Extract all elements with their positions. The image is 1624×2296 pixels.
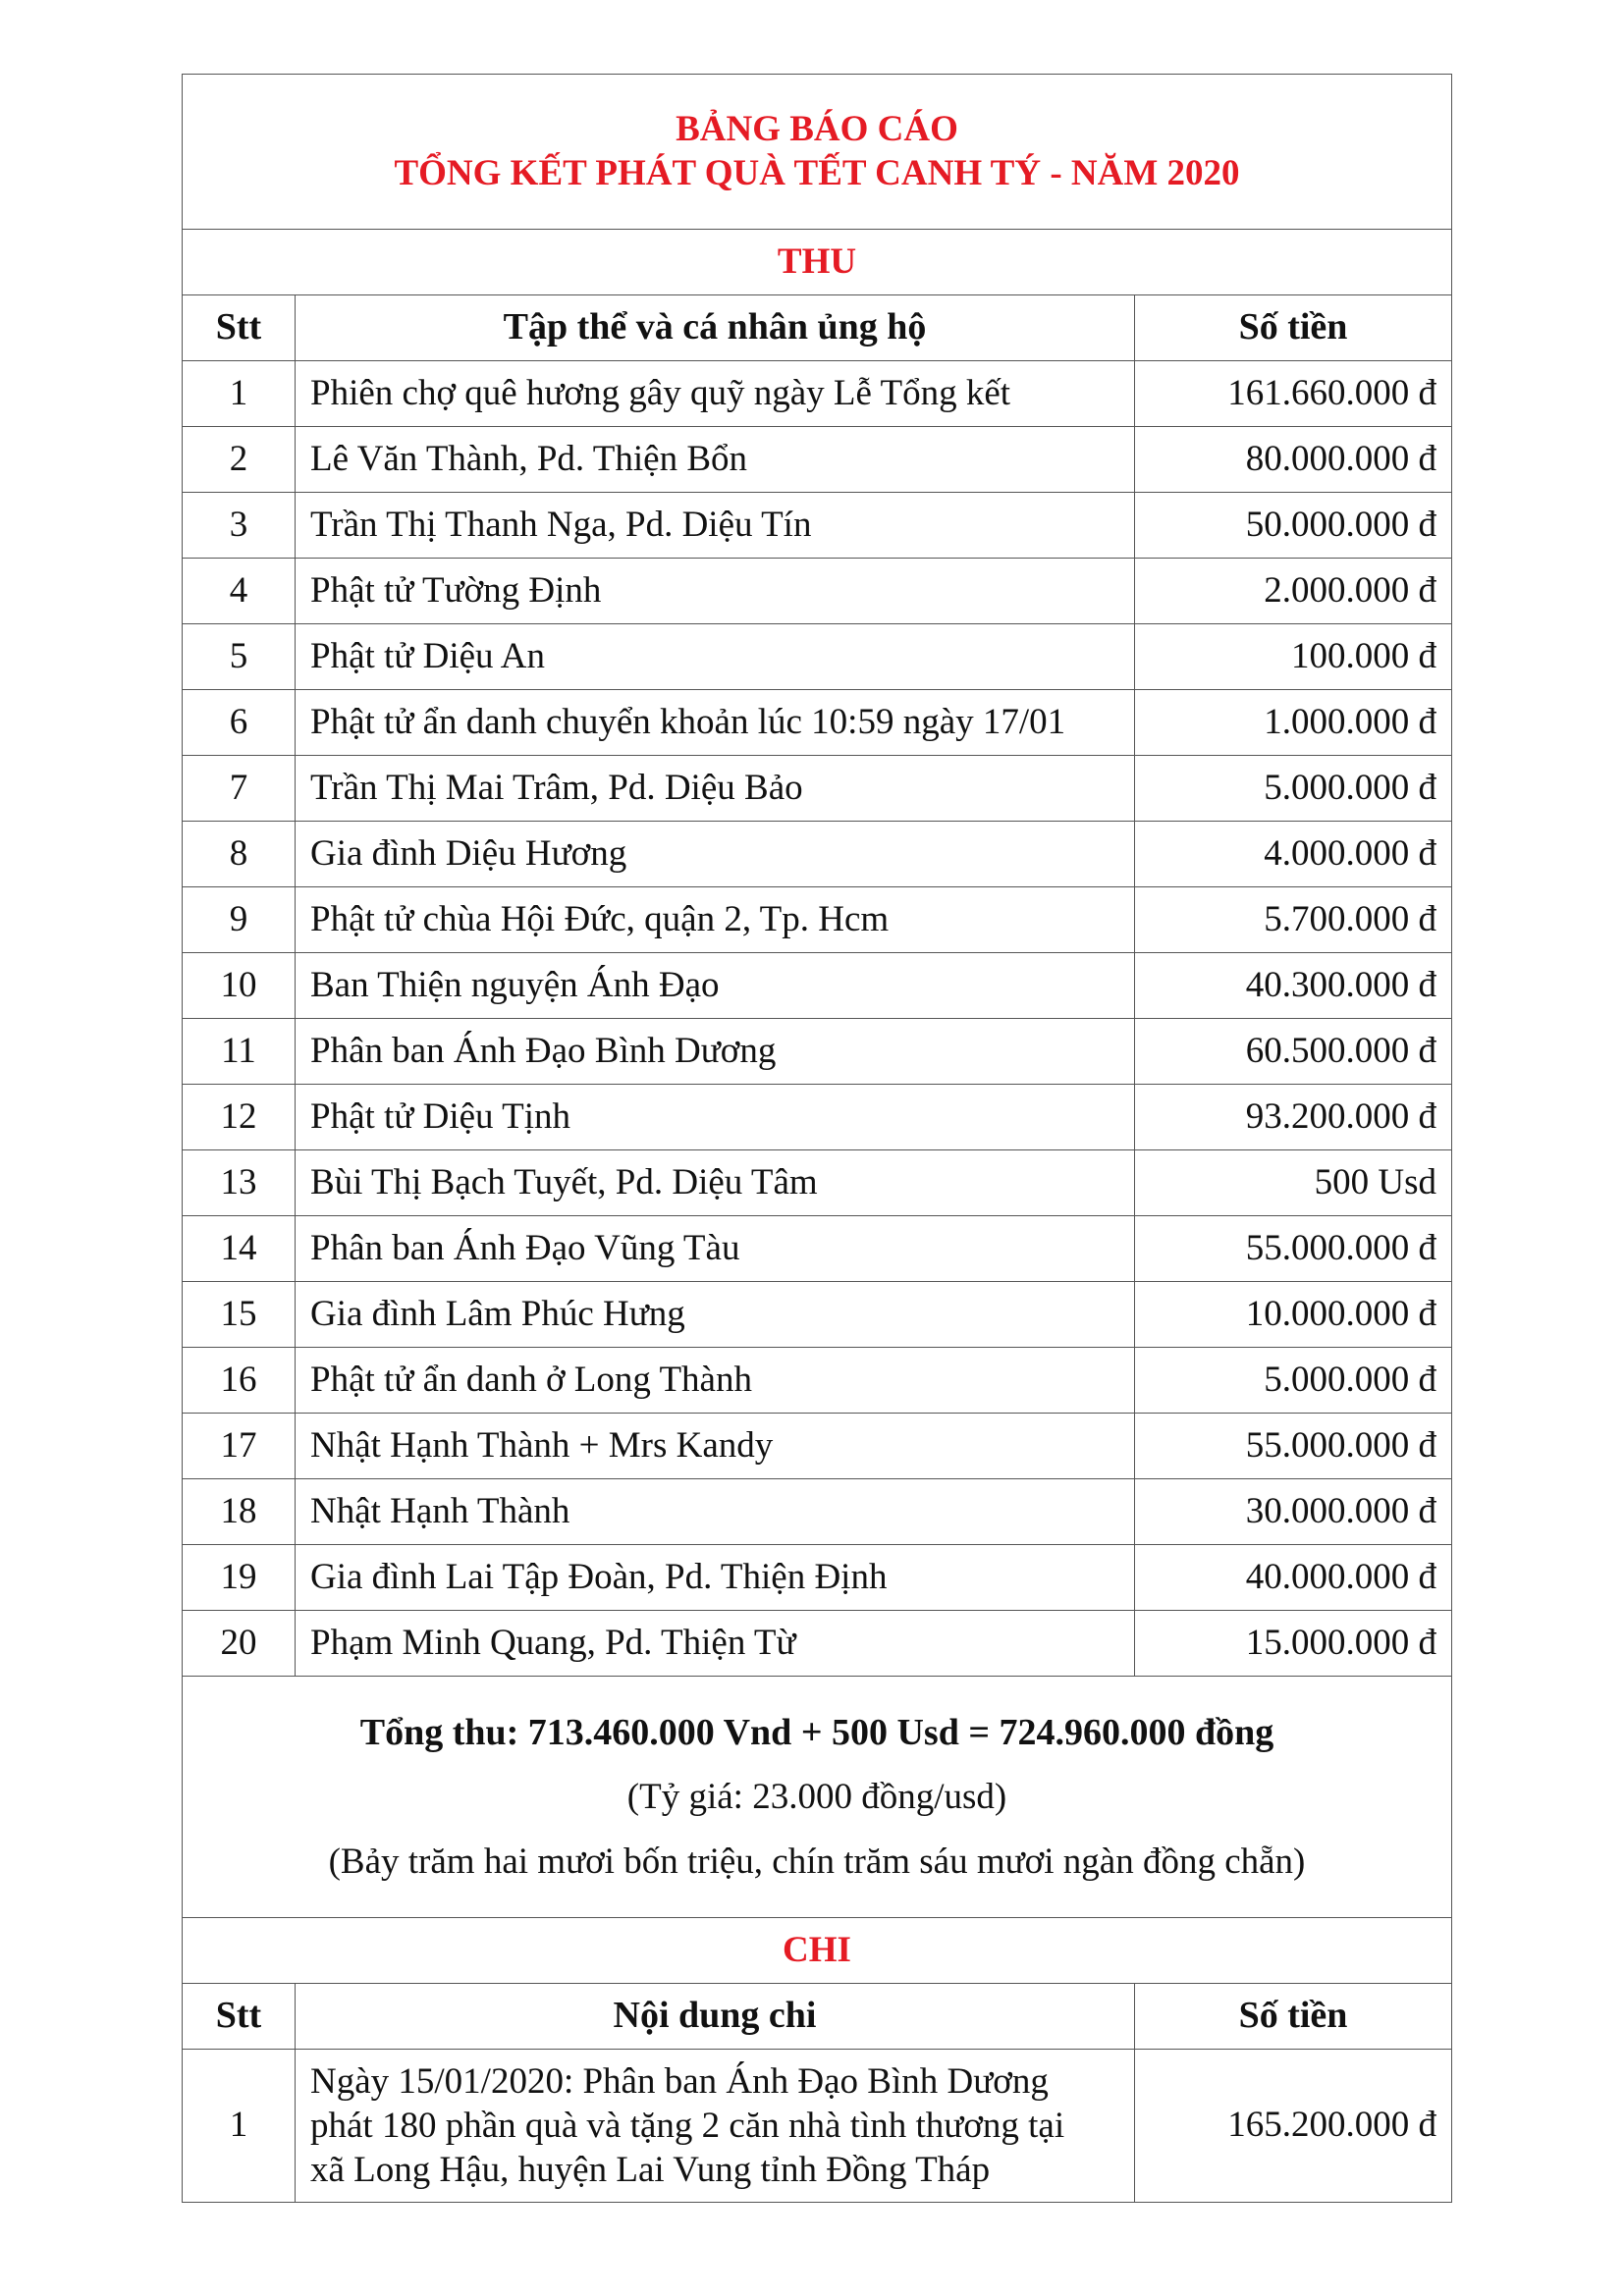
title-line-1: BẢNG BÁO CÁO	[676, 109, 958, 150]
income-summary	[183, 1677, 1452, 1918]
income-row	[183, 1019, 1452, 1085]
income-row-stt: 16	[183, 1348, 296, 1414]
income-row-stt: 15	[183, 1282, 296, 1348]
income-row	[183, 822, 1452, 887]
expense-row-amount: 165.200.000 đ	[1135, 2050, 1452, 2203]
income-row-stt: 6	[183, 690, 296, 756]
income-summary-row	[183, 1677, 1452, 1918]
income-row-stt: 2	[183, 427, 296, 493]
income-section-row	[183, 230, 1452, 295]
income-row-stt: 13	[183, 1150, 296, 1216]
income-row-name: Phật tử ẩn danh chuyển khoản lúc 10:59 ngày 17/01	[296, 690, 1135, 756]
income-row-name: Gia đình Diệu Hương	[296, 822, 1135, 887]
income-row	[183, 690, 1452, 756]
income-row-name: Lê Văn Thành, Pd. Thiện Bổn	[296, 427, 1135, 493]
expense-section-row	[183, 1918, 1452, 1984]
expense-row	[183, 2050, 1452, 2203]
income-row-name: Phân ban Ánh Đạo Vũng Tàu	[296, 1216, 1135, 1282]
title-line-2: TỔNG KẾT PHÁT QUÀ TẾT CANH TÝ - NĂM 2020	[394, 152, 1240, 193]
expense-header-row	[183, 1984, 1452, 2050]
income-row-amount: 40.000.000 đ	[1135, 1545, 1452, 1611]
income-row-stt: 4	[183, 559, 296, 624]
income-header-row	[183, 295, 1452, 361]
income-row	[183, 559, 1452, 624]
income-total: Tổng thu: 713.460.000 Vnd + 500 Usd = 724.960.000 đồng	[359, 1711, 1274, 1753]
expense-content-line: Ngày 15/01/2020: Phân ban Ánh Đạo Bình Dương	[310, 2061, 1049, 2102]
income-row-stt: 10	[183, 953, 296, 1019]
income-row-stt: 8	[183, 822, 296, 887]
income-row-amount: 55.000.000 đ	[1135, 1414, 1452, 1479]
income-row-amount: 60.500.000 đ	[1135, 1019, 1452, 1085]
expense-section-label: CHI	[183, 1918, 1452, 1984]
expense-header-amount: Số tiền	[1135, 1984, 1452, 2050]
income-row-stt: 14	[183, 1216, 296, 1282]
title-row	[183, 75, 1452, 230]
income-row-name: Phật tử chùa Hội Đức, quận 2, Tp. Hcm	[296, 887, 1135, 953]
income-row-amount: 30.000.000 đ	[1135, 1479, 1452, 1545]
income-row-name: Ban Thiện nguyện Ánh Đạo	[296, 953, 1135, 1019]
income-row-name: Gia đình Lai Tập Đoàn, Pd. Thiện Định	[296, 1545, 1135, 1611]
report-title	[183, 75, 1452, 230]
income-row-name: Trần Thị Mai Trâm, Pd. Diệu Bảo	[296, 756, 1135, 822]
income-row	[183, 361, 1452, 427]
expense-content-line: phát 180 phần quà và tặng 2 căn nhà tình thương tại	[310, 2106, 1065, 2146]
income-row	[183, 1611, 1452, 1677]
income-row	[183, 1414, 1452, 1479]
expense-header-stt: Stt	[183, 1984, 296, 2050]
income-row-amount: 80.000.000 đ	[1135, 427, 1452, 493]
income-header-name: Tập thể và cá nhân ủng hộ	[296, 295, 1135, 361]
income-row-stt: 5	[183, 624, 296, 690]
income-row-amount: 10.000.000 đ	[1135, 1282, 1452, 1348]
exchange-rate: (Tỷ giá: 23.000 đồng/usd)	[626, 1776, 1007, 1817]
income-row	[183, 1216, 1452, 1282]
income-row-amount: 50.000.000 đ	[1135, 493, 1452, 559]
income-row-amount: 2.000.000 đ	[1135, 559, 1452, 624]
income-row-stt: 17	[183, 1414, 296, 1479]
income-row	[183, 493, 1452, 559]
income-row-amount: 15.000.000 đ	[1135, 1611, 1452, 1677]
income-row-amount: 5.000.000 đ	[1135, 1348, 1452, 1414]
expense-header-content: Nội dung chi	[296, 1984, 1135, 2050]
income-section-label: THU	[183, 230, 1452, 295]
income-row-name: Nhật Hạnh Thành	[296, 1479, 1135, 1545]
income-row	[183, 1150, 1452, 1216]
income-row	[183, 1479, 1452, 1545]
income-header-stt: Stt	[183, 295, 296, 361]
income-row	[183, 887, 1452, 953]
expense-row-stt: 1	[183, 2050, 296, 2203]
income-row-name: Phân ban Ánh Đạo Bình Dương	[296, 1019, 1135, 1085]
income-row-name: Phạm Minh Quang, Pd. Thiện Từ	[296, 1611, 1135, 1677]
income-row-stt: 18	[183, 1479, 296, 1545]
income-row-amount: 161.660.000 đ	[1135, 361, 1452, 427]
income-row-amount: 1.000.000 đ	[1135, 690, 1452, 756]
income-row-amount: 100.000 đ	[1135, 624, 1452, 690]
income-row-amount: 93.200.000 đ	[1135, 1085, 1452, 1150]
income-row-name: Phật tử Diệu An	[296, 624, 1135, 690]
income-row-stt: 20	[183, 1611, 296, 1677]
income-row-amount: 5.700.000 đ	[1135, 887, 1452, 953]
income-row-stt: 3	[183, 493, 296, 559]
income-row	[183, 1282, 1452, 1348]
income-row	[183, 1348, 1452, 1414]
income-row-stt: 7	[183, 756, 296, 822]
total-in-words: (Bảy trăm hai mươi bốn triệu, chín trăm sáu mươi ngàn đồng chẵn)	[328, 1841, 1306, 1882]
income-row-stt: 11	[183, 1019, 296, 1085]
income-row-amount: 4.000.000 đ	[1135, 822, 1452, 887]
income-row	[183, 1545, 1452, 1611]
income-row-name: Phật tử ẩn danh ở Long Thành	[296, 1348, 1135, 1414]
income-header-amount: Số tiền	[1135, 295, 1452, 361]
expense-content-line: xã Long Hậu, huyện Lai Vung tỉnh Đồng Tháp	[310, 2150, 991, 2190]
income-row-name: Gia đình Lâm Phúc Hưng	[296, 1282, 1135, 1348]
income-row-name: Bùi Thị Bạch Tuyết, Pd. Diệu Tâm	[296, 1150, 1135, 1216]
income-row-name: Trần Thị Thanh Nga, Pd. Diệu Tín	[296, 493, 1135, 559]
income-row	[183, 427, 1452, 493]
expense-row-content	[296, 2050, 1135, 2203]
income-row-stt: 19	[183, 1545, 296, 1611]
income-row-stt: 1	[183, 361, 296, 427]
income-row-amount: 5.000.000 đ	[1135, 756, 1452, 822]
income-row-name: Nhật Hạnh Thành + Mrs Kandy	[296, 1414, 1135, 1479]
income-row-stt: 9	[183, 887, 296, 953]
income-row-stt: 12	[183, 1085, 296, 1150]
report-table	[182, 74, 1452, 2203]
income-row-amount: 40.300.000 đ	[1135, 953, 1452, 1019]
income-row-name: Phật tử Diệu Tịnh	[296, 1085, 1135, 1150]
income-rows	[183, 361, 1452, 1677]
income-row	[183, 624, 1452, 690]
income-row	[183, 1085, 1452, 1150]
expense-rows	[183, 2050, 1452, 2203]
income-row-name: Phiên chợ quê hương gây quỹ ngày Lễ Tổng kết	[296, 361, 1135, 427]
income-row-name: Phật tử Tường Định	[296, 559, 1135, 624]
income-row-amount: 55.000.000 đ	[1135, 1216, 1452, 1282]
income-row-amount: 500 Usd	[1135, 1150, 1452, 1216]
income-row	[183, 756, 1452, 822]
income-row	[183, 953, 1452, 1019]
